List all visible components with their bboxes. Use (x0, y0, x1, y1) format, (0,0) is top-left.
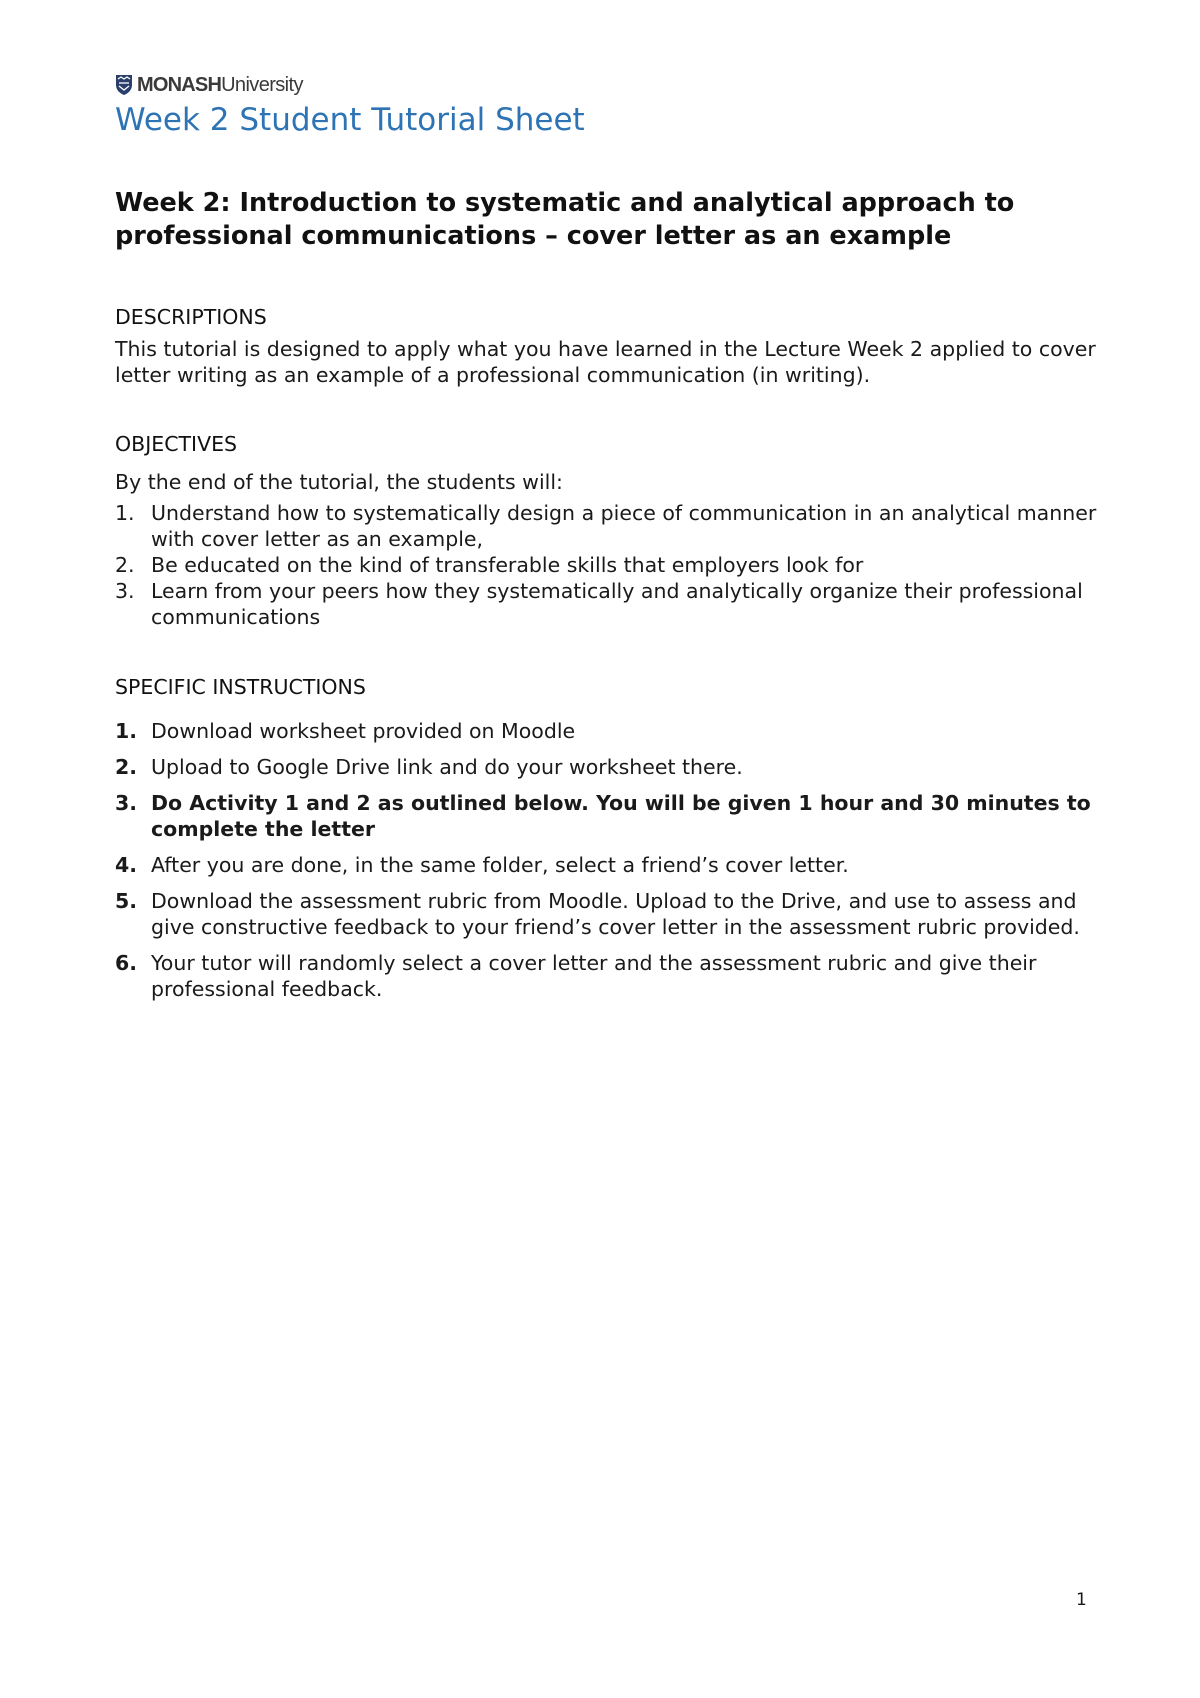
instructions-heading: SPECIFIC INSTRUCTIONS (115, 675, 366, 699)
list-text: Upload to Google Drive link and do your worksheet there. (151, 755, 743, 779)
logo-brand-bold: MONASH (137, 74, 222, 96)
list-number: 1. (115, 501, 135, 525)
week-heading: Week 2: Introduction to systematic and analytical approach to professional communications – cover letter as an example (115, 188, 1015, 251)
list-number: 2. (115, 553, 135, 577)
list-number: 6. (115, 951, 138, 975)
list-text: Your tutor will randomly select a cover letter and the assessment rubric and give their professional feedback. (151, 951, 1037, 1001)
list-text: Understand how to systematically design a piece of communication in an analytical manner with cover letter as an example, (151, 501, 1097, 551)
list-item (115, 950, 1115, 1002)
page-number: 1 (1076, 1590, 1087, 1610)
list-text: Download worksheet provided on Moodle (151, 719, 576, 743)
logo-wordmark (137, 72, 303, 98)
list-number: 5. (115, 889, 138, 913)
list-item (115, 852, 1115, 878)
list-number: 4. (115, 853, 138, 877)
list-text: After you are done, in the same folder, select a friend’s cover letter. (151, 853, 849, 877)
objectives-heading: OBJECTIVES (115, 432, 238, 456)
list-number: 2. (115, 755, 138, 779)
list-text: Learn from your peers how they systematically and analytically organize their professional communications (151, 579, 1083, 629)
list-item (115, 500, 1115, 552)
list-text: Do Activity 1 and 2 as outlined below. You will be given 1 hour and 30 minutes to complete the letter (151, 791, 1091, 841)
list-item (115, 578, 1115, 630)
monash-shield-icon (115, 74, 133, 96)
document-title: Week 2 Student Tutorial Sheet (115, 102, 585, 138)
list-text: Be educated on the kind of transferable skills that employers look for (151, 553, 864, 577)
list-number: 1. (115, 719, 138, 743)
objectives-list (115, 500, 1115, 630)
descriptions-text: This tutorial is designed to apply what you have learned in the Lecture Week 2 applied to cover letter writing as an example of a professional communication (in writing). (115, 337, 1096, 387)
list-text: Download the assessment rubric from Moodle. Upload to the Drive, and use to assess and give constructive feedback to your friend’s cover letter in the assessment rubric provided. (151, 889, 1080, 939)
logo-brand-light: University (221, 74, 303, 96)
list-item (115, 754, 1115, 780)
list-item (115, 718, 1115, 744)
monash-logo (115, 72, 303, 98)
list-item (115, 888, 1115, 940)
list-item (115, 552, 1115, 578)
list-item (115, 790, 1115, 842)
descriptions-heading: DESCRIPTIONS (115, 305, 267, 329)
instructions-list (115, 718, 1115, 1012)
objectives-intro: By the end of the tutorial, the students will: (115, 470, 563, 494)
list-number: 3. (115, 579, 135, 603)
list-number: 3. (115, 791, 138, 815)
